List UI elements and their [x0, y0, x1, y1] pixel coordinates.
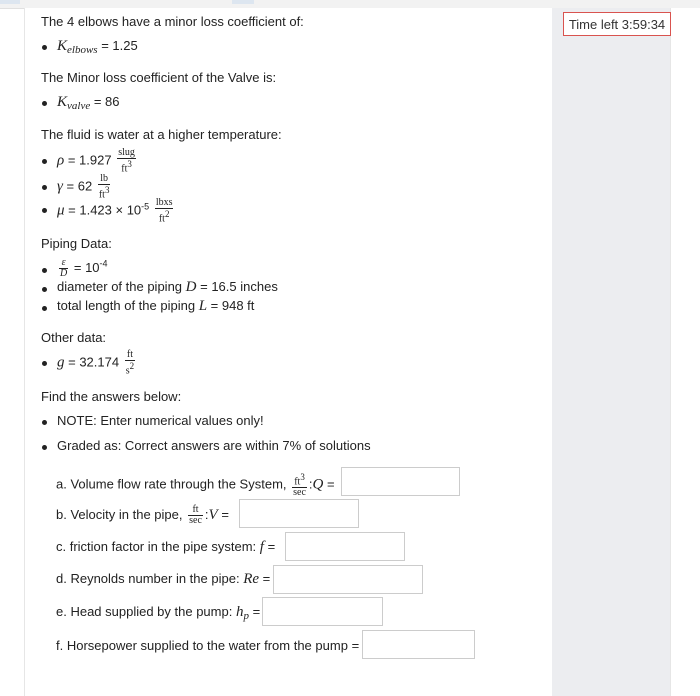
- question-c-label: c. friction factor in the pipe system: f =: [56, 539, 276, 555]
- answer-a-input[interactable]: [341, 467, 460, 496]
- graded-text: Graded as: Correct answers are within 7% of solutions: [57, 438, 371, 453]
- piping-intro: Piping Data:: [41, 236, 112, 251]
- bullet: [42, 208, 47, 213]
- valve-coefficient: $K_{valve} = 86$: [57, 94, 120, 112]
- question-a-label: a. Volume flow rate through the System, $\frac{ft^3}{\sec}$ :Q =: [56, 472, 335, 499]
- tab-stub: [232, 0, 254, 4]
- answer-e-input[interactable]: [262, 597, 383, 626]
- note-text: NOTE: Enter numerical values only!: [57, 413, 264, 428]
- answer-f-input[interactable]: [362, 630, 475, 659]
- bullet: [42, 361, 47, 366]
- elbows-coefficient: $K_{elbows} = 1.25$: [57, 38, 138, 56]
- valve-intro: The Minor loss coefficient of the Valve is:: [41, 70, 277, 85]
- time-left-timer: Time left 3:59:34: [563, 12, 671, 36]
- other-intro: Other data:: [41, 330, 107, 345]
- scroll-gutter: [670, 8, 700, 696]
- bullet: [42, 268, 47, 273]
- bullet: [42, 101, 47, 106]
- gravity: g = 32.174 $\frac{ft}{s^2}$: [57, 349, 135, 377]
- fluid-intro: The fluid is water at a higher temperature:: [41, 127, 282, 142]
- question-f-label: f. Horsepower supplied to the water from the pump =: [56, 638, 360, 653]
- pipe-diameter: diameter of the piping D = 16.5 inches: [57, 279, 278, 295]
- question-b-label: b. Velocity in the pipe, $\frac{ft}{\sec}$ :V =: [56, 504, 229, 526]
- find-intro: Find the answers below:: [41, 389, 182, 404]
- pipe-length: total length of the piping L = 948 ft: [57, 298, 255, 314]
- question-e-label: e. Head supplied by the pump: $h_p$ =: [56, 604, 261, 622]
- bullet: [42, 420, 47, 425]
- bullet: [42, 445, 47, 450]
- bullet: [42, 45, 47, 50]
- tab-stub: [0, 0, 20, 4]
- bullet: [42, 287, 47, 292]
- answer-d-input[interactable]: [273, 565, 423, 594]
- question-d-label: d. Reynolds number in the pipe: Re =: [56, 571, 271, 587]
- fluid-viscosity: $\mu = 1.423 \times 10^{-5}$ $\frac{\text{lbxs}}{ft^2}$: [57, 197, 173, 225]
- relative-roughness: $\frac{\varepsilon}{D}$ = $10^{-4}$: [60, 257, 108, 279]
- answer-b-input[interactable]: [239, 499, 359, 528]
- elbows-intro: The 4 elbows have a minor loss coefficient of:: [41, 14, 304, 29]
- fluid-specific-weight: γ = 62 $\frac{lb}{ft^3}$: [57, 173, 110, 201]
- bullet: [42, 159, 47, 164]
- fluid-density: ρ = 1.927 $\frac{\text{slug}}{ft^3}$: [57, 147, 135, 175]
- answer-c-input[interactable]: [285, 532, 405, 561]
- right-sidebar: [552, 8, 670, 696]
- bullet: [42, 306, 47, 311]
- bullet: [42, 185, 47, 190]
